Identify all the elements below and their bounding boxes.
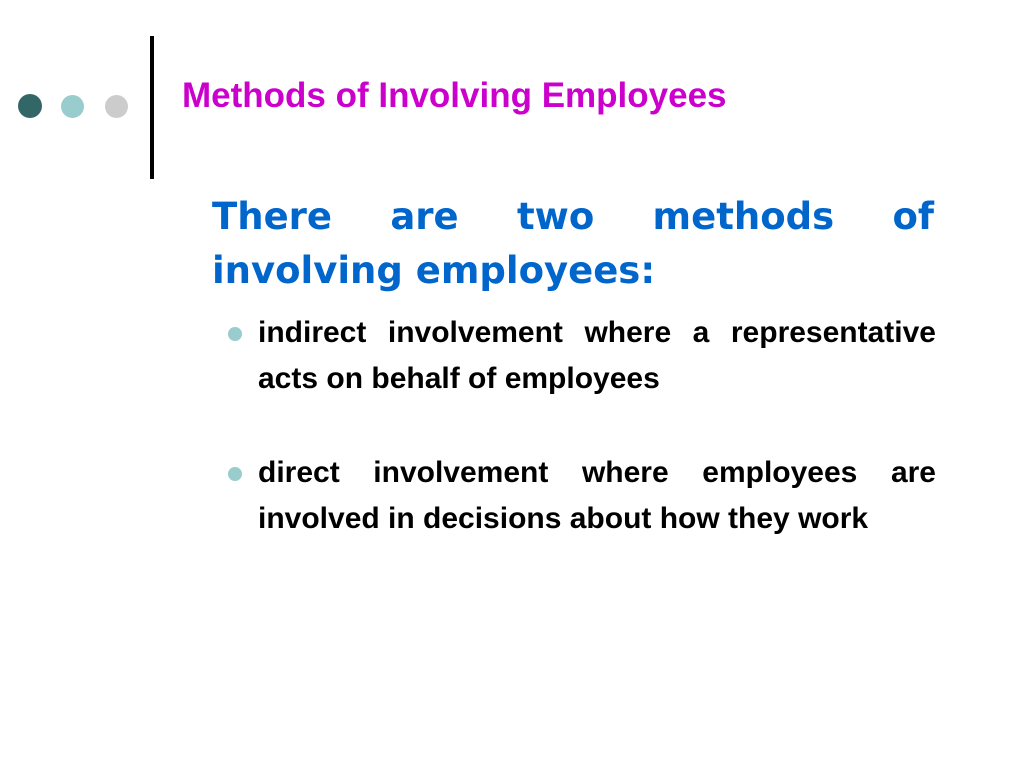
dark-decorative-dot	[18, 94, 42, 118]
light-decorative-dot	[105, 95, 128, 118]
vertical-divider	[150, 36, 154, 179]
medium-decorative-dot	[61, 95, 84, 118]
bullet-list	[228, 310, 936, 542]
bullet-text: direct involvement where employees are involved in decisions about how they work	[258, 456, 936, 535]
slide-title: Methods of Involving Employees	[182, 76, 727, 115]
bullet-item-indirect	[228, 310, 936, 402]
bullet-item-direct	[228, 450, 936, 542]
intro-text: There are two methods of involving employees:	[212, 195, 934, 292]
bullet-text: indirect involvement where a representative acts on behalf of employees	[258, 316, 936, 395]
bullet-dot-icon	[228, 467, 242, 481]
bullet-dot-icon	[228, 327, 242, 341]
